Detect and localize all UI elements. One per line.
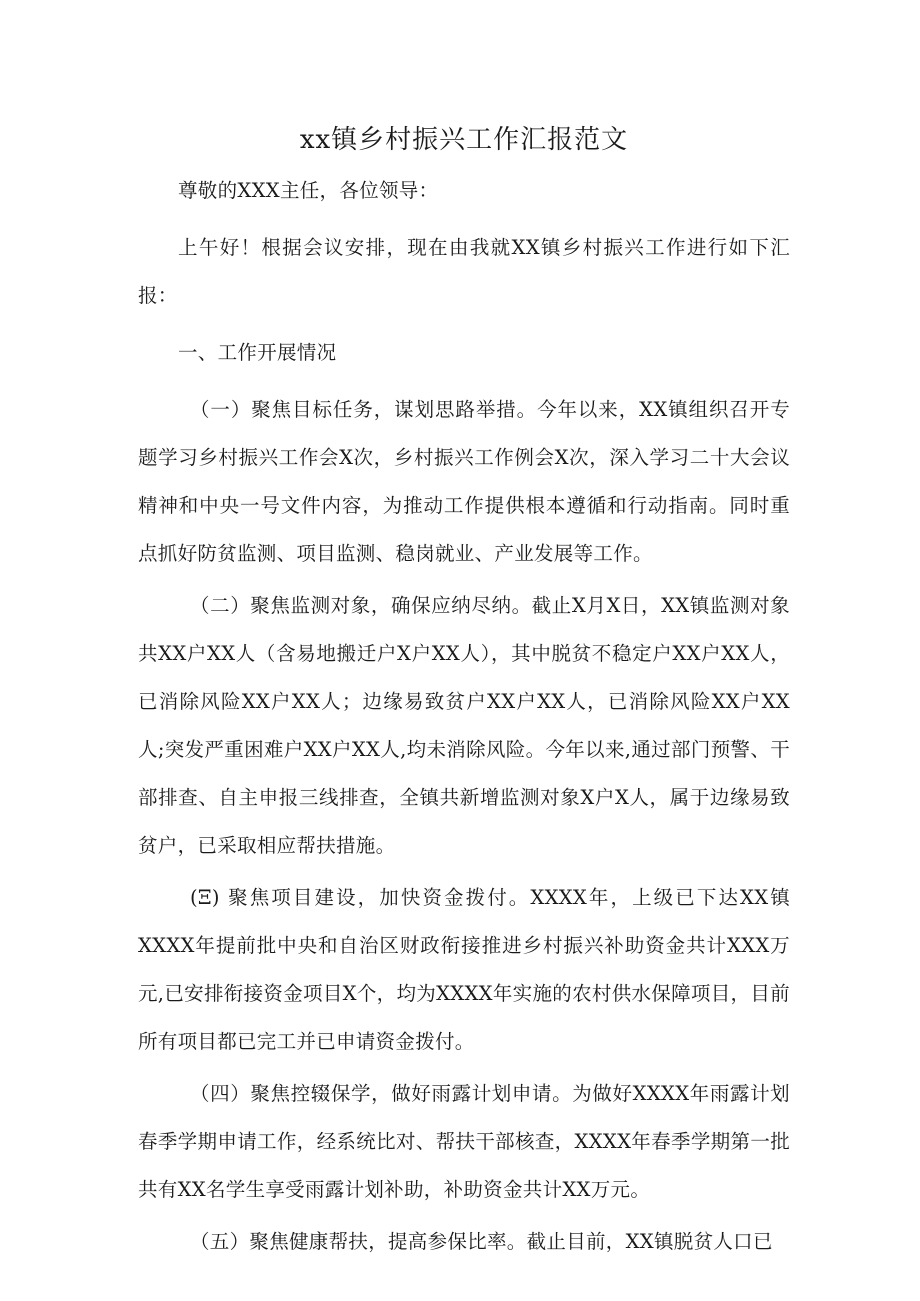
paragraph-item-3: (Ξ) 聚焦项目建设，加快资金拨付。XXXX年，上级已下达XX镇XXXX年提前批中央和自治区财政衔接推进乡村振兴补助资金共计XXX万元,已安排衔接资金项目X个，均为XXXX年实施的农村供水保障项目，目前所有项目都已完工并已申请资金拨付。 [138,886,790,1053]
paragraph-item-2: （二）聚焦监测对象，确保应纳尽纳。截止X月X日，XX镇监测对象共XX户XX人（含易地搬迁户X户XX人），其中脱贫不稳定户XX户XX人，已消除风险XX户XX人；边缘易致贫户XX户XX人，已消除风险XX户XX人;突发严重困难户XX户XX人,均未消除风险。今年以来,通过部门预警、干部排查、自主申报三线排查，全镇共新增监测对象X户X人，属于边缘易致贫户，已采取相应帮扶措施。 [138,594,790,857]
paragraph-item-5: （五）聚焦健康帮扶，提高参保比率。截止目前，XX镇脱贫人口已 [190,1230,773,1253]
section-heading: 一、工作开展情况 [178,341,337,364]
document-title: xx镇乡村振兴工作汇报范文 [299,125,629,155]
paragraph-item-1: （一）聚焦目标任务，谋划思路举措。今年以来，XX镇组织召开专题学习乡村振兴工作会X次，乡村振兴工作例会X次，深入学习二十大会议精神和中央一号文件内容，为推动工作提供根本遵循和行动指南。同时重点抓好防贫监测、项目监测、稳岗就业、产业发展等工作。 [138,398,790,565]
paragraph-item-4: （四）聚焦控辍保学，做好雨露计划申请。为做好XXXX年雨露计划春季学期申请工作，经系统比对、帮扶干部核查，XXXX年春季学期第一批共有XX名学生享受雨露计划补助，补助资金共计XX万元。 [138,1082,790,1201]
opening-paragraph: 上午好！根据会议安排，现在由我就XX镇乡村振兴工作进行如下汇报： [138,236,790,307]
salutation: 尊敬的XXX主任，各位领导： [178,179,439,202]
